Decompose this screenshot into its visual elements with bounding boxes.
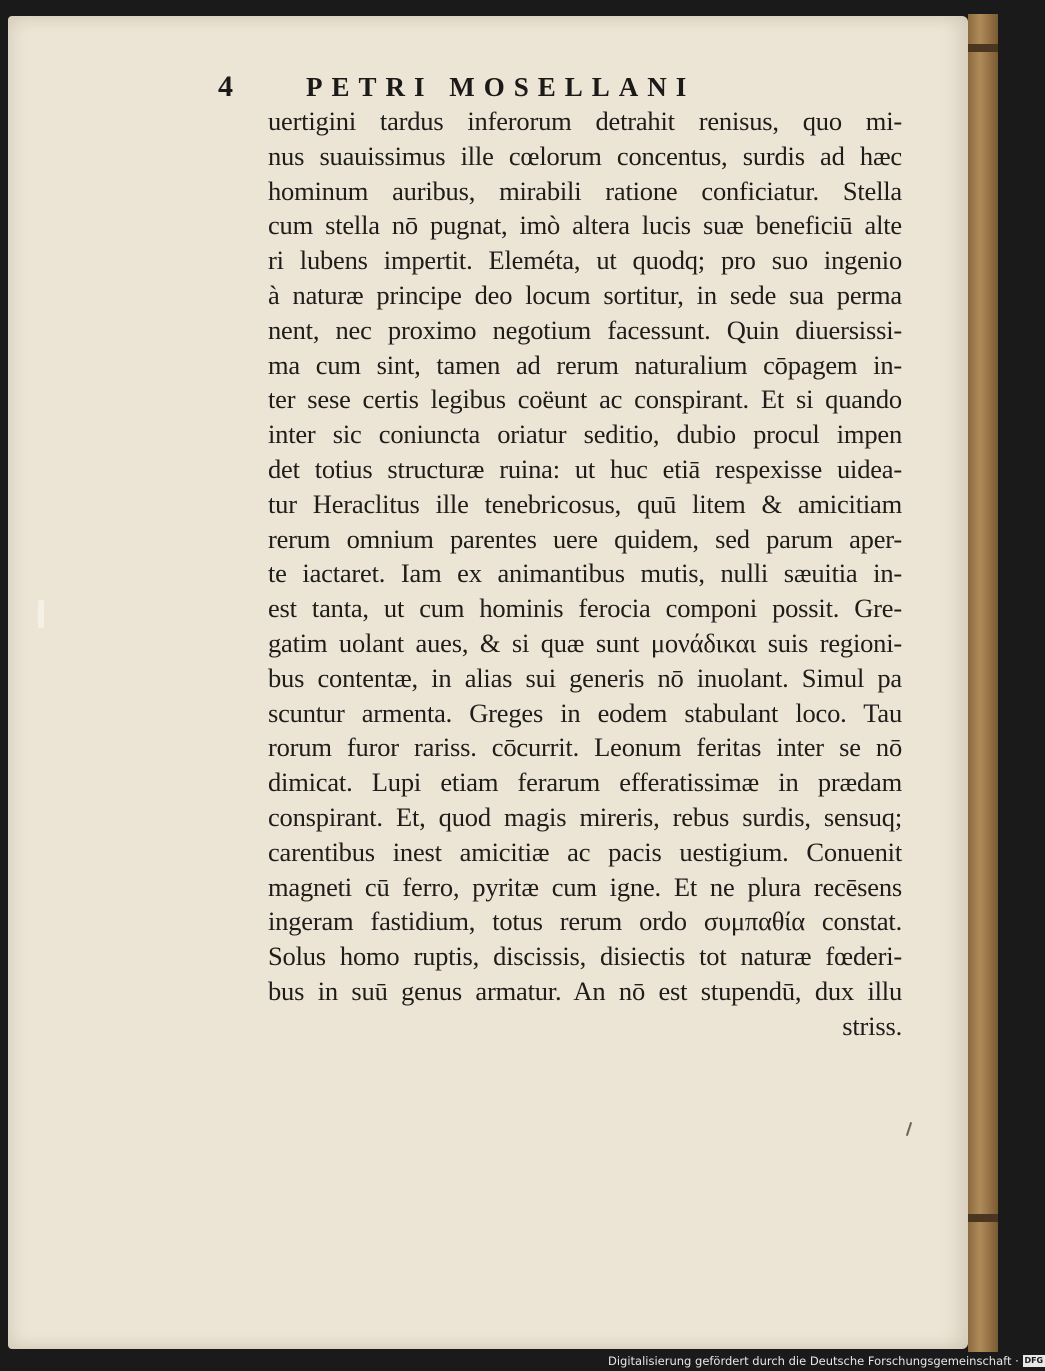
- text-line: rerum omnium parentes uere quidem, sed parum aper-: [268, 523, 902, 554]
- text-line: est tanta, ut cum hominis ferocia componi possit. Gre-: [268, 593, 902, 624]
- text-line: ma cum sint, tamen ad rerum naturalium cōpagem in-: [268, 349, 902, 380]
- text-line: gatim uolant aues, & si quæ sunt μονάδικαι suis regioni-: [268, 627, 902, 658]
- dfg-logo: DFG: [1024, 1356, 1044, 1365]
- catchword: striss.: [842, 1010, 902, 1041]
- text-line: bus in suū genus armatur. An nō est stupendū, dux illu: [268, 975, 902, 1006]
- text-line: det totius structuræ ruina: ut huc etiā respexisse uidea-: [268, 453, 902, 484]
- text-line: nus suauissimus ille cœlorum concentus, surdis ad hæc: [268, 140, 902, 171]
- spine-band: [968, 1214, 998, 1222]
- text-line: te iactaret. Iam ex animantibus mutis, nulli sæuitia in-: [268, 558, 902, 589]
- text-line: ri lubens impertit. Eleméta, ut quodq; pro suo ingenio: [268, 245, 902, 276]
- text-line: ter sese certis legibus coëunt ac conspirant. Et si quando: [268, 384, 902, 415]
- page-edge-tab: [38, 600, 44, 628]
- footer-credit-text: Digitalisierung gefördert durch die Deutsche Forschungsgemeinschaft ·: [608, 1354, 1019, 1368]
- running-head: PETRI MOSELLANI: [306, 72, 696, 102]
- text-line: tur Heraclitus ille tenebricosus, quū litem & amicitiam: [268, 488, 902, 519]
- text-line: bus contentæ, in alias sui generis nō inuolant. Simul pa: [268, 662, 902, 693]
- text-line: scuntur armenta. Greges in eodem stabulant loco. Tau: [268, 697, 902, 728]
- text-line: nent, nec proximo negotium facessunt. Quin diuersissi-: [268, 314, 902, 345]
- digitization-footer: [608, 1352, 1045, 1370]
- text-line: rorum furor rariss. cōcurrit. Leonum feritas inter se nō: [268, 732, 902, 763]
- text-line: carentibus inest amicitiæ ac pacis uestigium. Conuenit: [268, 836, 902, 867]
- text-line: inter sic coniuncta oriatur seditio, dubio procul impen: [268, 419, 902, 450]
- text-line: dimicat. Lupi etiam ferarum efferatissimæ in prædam: [268, 767, 902, 798]
- text-line: ingeram fastidium, totus rerum ordo συμπαθία constat.: [268, 906, 902, 937]
- book-spine: [968, 14, 998, 1352]
- text-line: conspirant. Et, quod magis mireris, rebus surdis, sensuq;: [268, 801, 902, 832]
- text-line: cum stella nō pugnat, imò altera lucis suæ beneficiū alte: [268, 210, 902, 241]
- text-line: hominum auribus, mirabili ratione conficiatur. Stella: [268, 175, 902, 206]
- body-text: [268, 104, 902, 1044]
- spine-band: [968, 44, 998, 52]
- text-line: uertigini tardus inferorum detrahit renisus, quo mi-: [268, 106, 902, 136]
- text-line: magneti cū ferro, pyritæ cum igne. Et ne plura recēsens: [268, 871, 902, 902]
- text-line: Solus homo ruptis, discissis, disiectis tot naturæ fœderi-: [268, 941, 902, 972]
- text-line: à naturæ principe deo locum sortitur, in sede sua perma: [268, 279, 902, 310]
- page-number: 4: [218, 70, 233, 103]
